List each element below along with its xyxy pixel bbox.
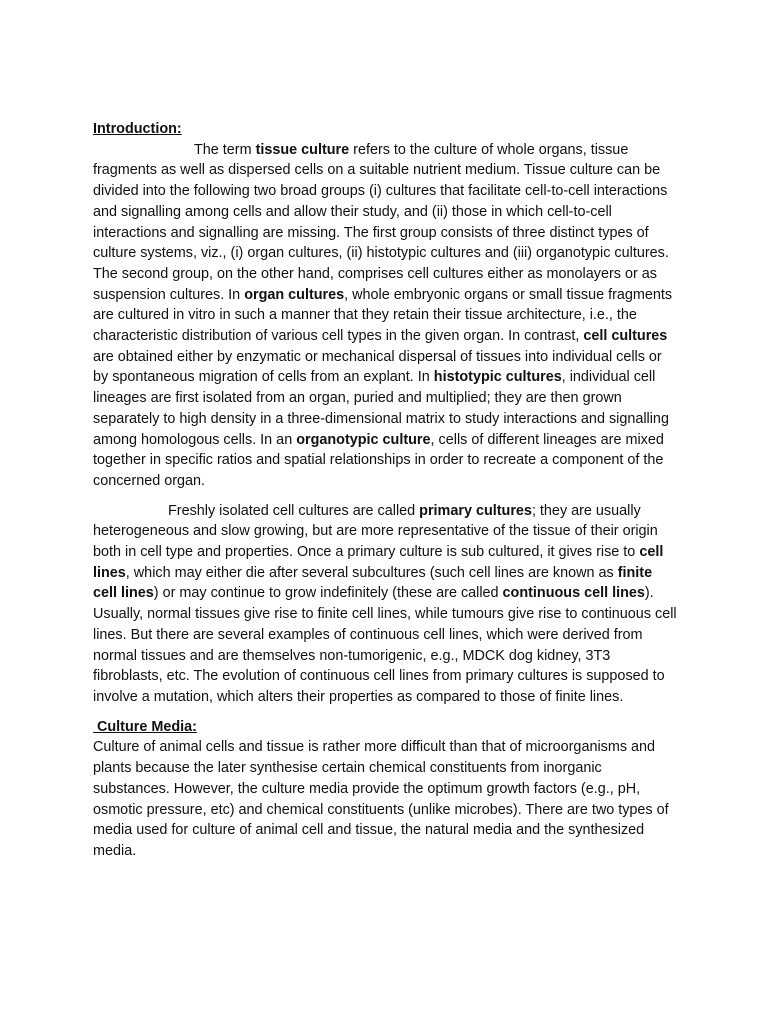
intro-text-6: , cells of different lineages are mixed together in specific ratios and spatial relationships in order to recreate a component of the concerned organ. xyxy=(93,431,664,489)
document-page xyxy=(93,119,679,871)
primary-text-4: ) or may continue to grow indefinitely (these are called xyxy=(153,585,503,602)
intro-text-4: are obtained either by enzymatic or mechanical dispersal of tissues into individual cells or by spontaneous migration of cells from an explant. In xyxy=(93,348,662,386)
term-organotypic-culture: organotypic culture xyxy=(296,431,431,448)
term-continuous-cell-lines: continuous cell lines xyxy=(502,585,645,602)
term-organ-cultures: organ cultures xyxy=(244,286,345,303)
intro-text-1: The term xyxy=(194,141,256,158)
term-tissue-culture: tissue culture xyxy=(255,141,350,158)
primary-text-1: Freshly isolated cell cultures are called xyxy=(168,502,420,519)
primary-text-2: ; they are usually heterogeneous and slow growing, but are more representative of the tissue of their origin both in cell type and properties. Once a primary culture is sub cultured, it gives rise to xyxy=(93,502,658,561)
culture-media-heading: Culture Media: xyxy=(93,718,197,735)
intro-text-2: refers to the culture of whole organs, tissue fragments as well as dispersed cells on a suitable nutrient medium. Tissue culture can be divided into the following two broad groups (i) cultures that facilitate cell-to-cell interactions and signalling among cells and allow their study, and (ii) those in which cell-to-cell interactions and signalling are missing. The first group consists of three distinct types of culture systems, viz., (i) organ cultures, (ii) histotypic cultures and (iii) organotypic cultures. The second group, on the other hand, comprises cell cultures either as monolayers or as suspension cultures. In xyxy=(93,141,669,303)
intro-text-3: , whole embryonic organs or small tissue fragments are cultured in vitro in such a manner that they retain their tissue architecture, i.e., the characteristic distribution of various cell types in the given organ. In contrast, xyxy=(93,286,673,345)
term-finite-cell-lines: finite cell lines xyxy=(93,564,653,602)
term-primary-cultures: primary cultures xyxy=(419,502,532,519)
primary-cultures-paragraph xyxy=(93,501,679,708)
term-cell-lines: cell lines xyxy=(93,544,664,581)
intro-text-5: , individual cell lineages are first isolated from an organ, puried and multiplied; they are then grown separately to high density in a three-dimensional matrix to study interactions and signalling among homologous cells. In an xyxy=(93,369,669,448)
culture-media-paragraph: Culture of animal cells and tissue is rather more difficult than that of microorganisms and plants because the later synthesise certain chemical constituents from inorganic substances. However, the culture media provide the optimum growth factors (e.g., pH, osmotic pressure, etc) and chemical constituents (unlike microbes). There are two types of media used for culture of animal cell and tissue, the natural media and the synthesized media. xyxy=(93,739,669,859)
introduction-heading: Introduction: xyxy=(93,121,182,137)
primary-text-5: ). Usually, normal tissues give rise to finite cell lines, while tumours give rise to continuous cell lines. But there are several examples of continuous cell lines, which were derived from normal tissues and are themselves non-tumorigenic, e.g., MDCK dog kidney, 3T3 fibroblasts, etc. The evolution of continuous cell lines from primary cultures is supposed to involve a mutation, which alters their properties as compared to those of finite lines. xyxy=(93,585,677,705)
term-histotypic-cultures: histotypic cultures xyxy=(433,369,562,386)
primary-text-3: , which may either die after several subcultures (such cell lines are known as xyxy=(125,564,618,581)
term-cell-cultures: cell cultures xyxy=(583,328,668,345)
introduction-paragraph xyxy=(93,140,679,492)
